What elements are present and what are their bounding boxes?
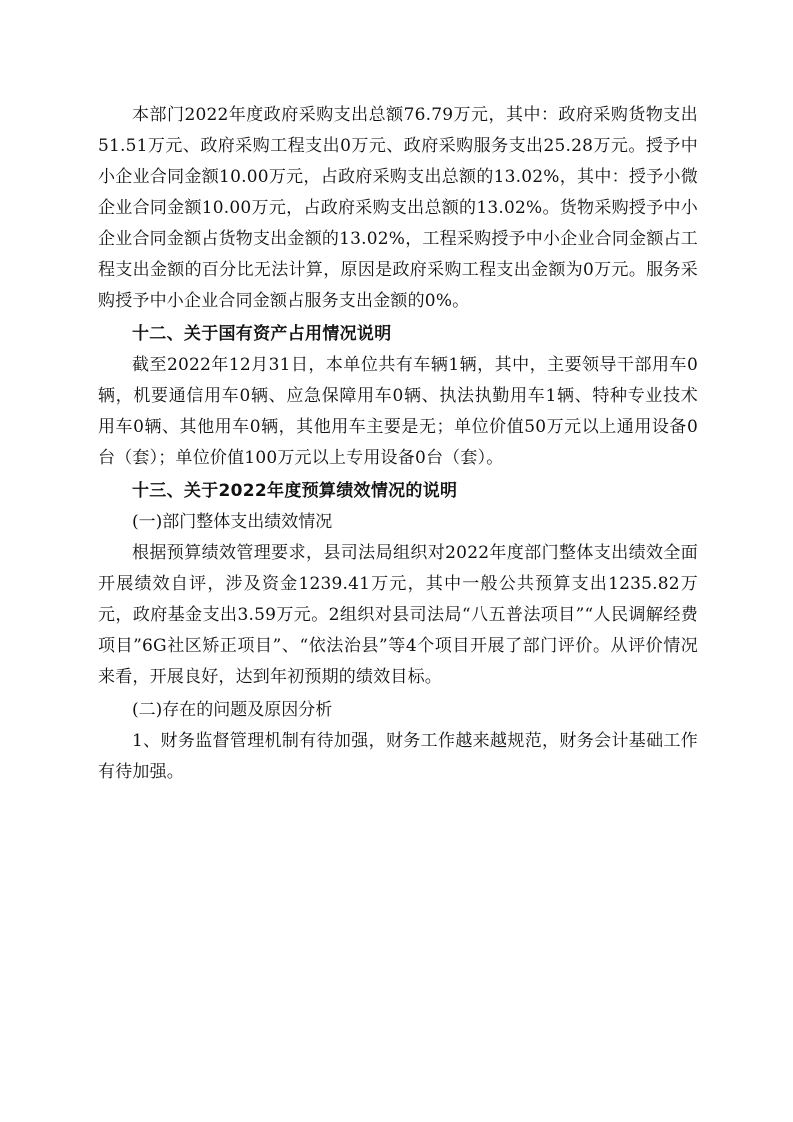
performance-paragraph: 根据预算绩效管理要求，县司法局组织对2022年度部门整体支出绩效全面开展绩效自评，涉及资金1239.41万元，其中一般公共预算支出1235.82万元，政府基金支出3.59万元。2组织对县司法局“八五普法项目”“人民调解经费项目”6G社区矫正项目”、“依法治县”等4个项目开展了部门评价。从评价情况来看，开展良好，达到年初预期的绩效目标。 <box>98 543 698 687</box>
subsection-heading-2: (二)存在的问题及原因分析 <box>132 700 333 720</box>
section-heading-13: 十三、关于2022年度预算绩效情况的说明 <box>132 481 458 501</box>
subsection-heading-1: (一)部门整体支出绩效情况 <box>132 512 333 532</box>
issues-paragraph: 1、财务监督管理机制有待加强，财务工作越来越规范，财务会计基础工作有待加强。 <box>98 731 698 782</box>
procurement-paragraph: 本部门2022年度政府采购支出总额76.79万元，其中：政府采购货物支出51.51万元、政府采购工程支出0万元、政府采购服务支出25.28万元。授予中小企业合同金额10.00万元，占政府采购支出总额的13.02%，其中：授予小微企业合同金额10.00万元，占政府采购支出总额的13.02%。货物采购授予中小企业合同金额占货物支出金额的13.02%，工程采购授予中小企业合同金额占工程支出金额的百分比无法计算，原因是政府采购工程支出金额为0万元。服务采购授予中小企业合同金额占服务支出金额的0%。 <box>98 105 698 311</box>
section-heading-12: 十二、关于国有资产占用情况说明 <box>132 324 392 344</box>
document-page <box>98 100 698 788</box>
assets-paragraph: 截至2022年12月31日，本单位共有车辆1辆，其中，主要领导干部用车0辆，机要通信用车0辆、应急保障用车0辆、执法执勤用车1辆、特种专业技术用车0辆、其他用车0辆，其他用车主要是无；单位价值50万元以上通用设备0台（套）；单位价值100万元以上专用设备0台（套）。 <box>98 355 698 468</box>
